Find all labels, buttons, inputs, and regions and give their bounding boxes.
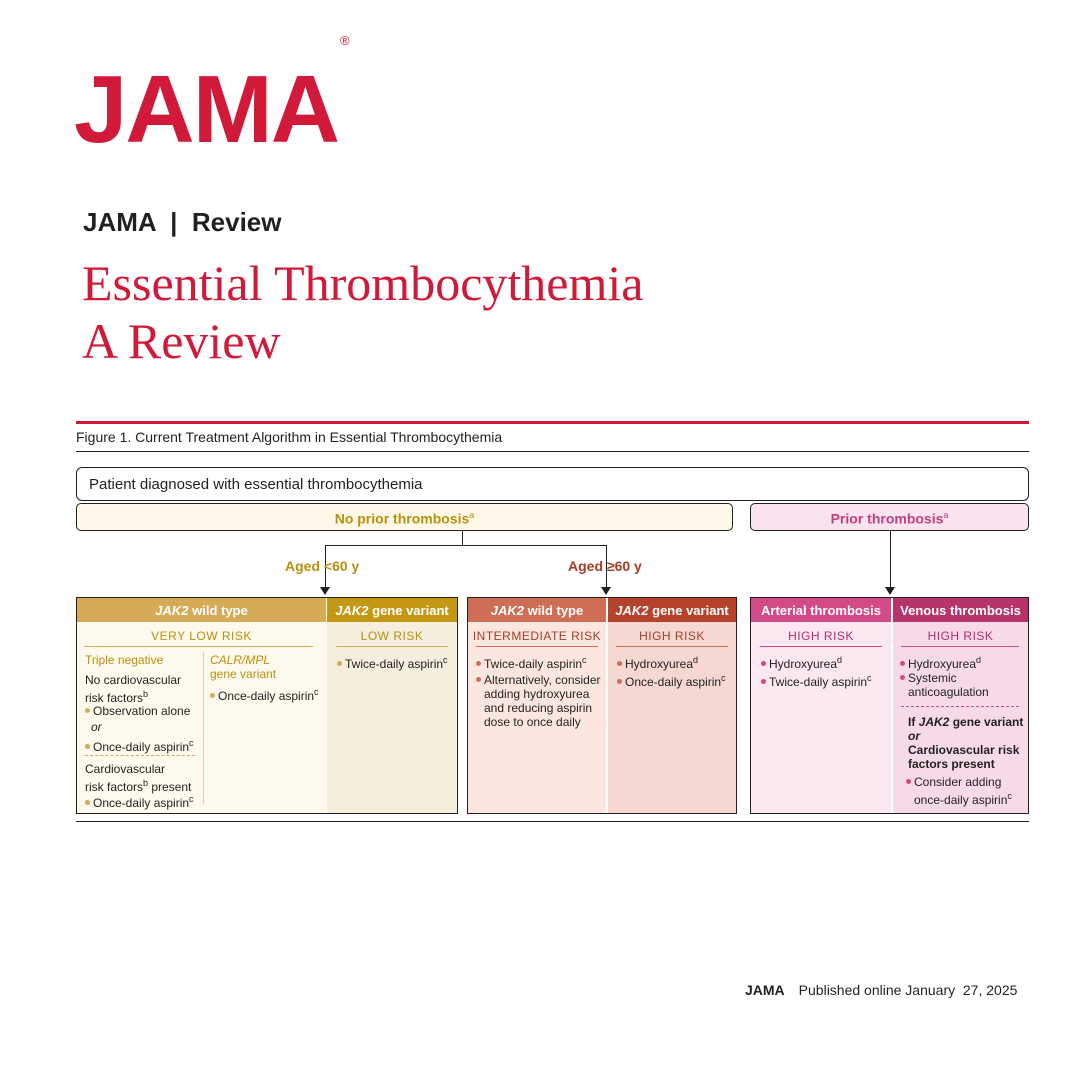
age-60-plus-label: Aged ≥60 y — [568, 558, 642, 574]
anticoagulation-item: Systemic anticoagulation — [900, 671, 989, 699]
once-daily-item: Once-daily aspirin$^c$ — [617, 671, 726, 689]
arrow-down-icon — [320, 587, 330, 595]
hydroxyurea-item: Hydroxyurea$^d$ — [761, 653, 842, 671]
jak2-gene-variant-header: JAK2 gene variant — [327, 598, 457, 622]
no-cv-risk-label: No cardiovascular risk factors$^b$ — [85, 673, 182, 705]
venous-thrombosis-header: Venous thrombosis — [893, 598, 1028, 622]
arterial-risk-label: HIGH RISK — [788, 629, 854, 643]
arterial-panel — [751, 622, 891, 813]
no-prior-thrombosis-box: No prior thrombosis$^a$ — [76, 503, 733, 531]
article-title: Essential Thrombocythemia — [82, 255, 644, 311]
low-risk-panel — [327, 622, 457, 813]
bullet-icon — [761, 679, 766, 684]
arrow-down-icon — [601, 587, 611, 595]
age-under-60-label: Aged <60 y — [285, 558, 360, 574]
hydroxyurea-item: Hydroxyurea$^d$ — [900, 653, 981, 671]
red-divider — [76, 421, 1029, 424]
connector-horizontal — [325, 545, 607, 546]
connector-prior — [890, 531, 891, 589]
calr-once-daily-item: Once-daily aspirin$^c$ — [210, 685, 319, 703]
bullet-icon — [761, 661, 766, 666]
venous-risk-label: HIGH RISK — [927, 629, 994, 643]
triple-negative-label: Triple negative — [85, 653, 164, 667]
bullet-icon — [476, 677, 481, 682]
section-kicker: JAMA | Review — [83, 207, 282, 237]
figure-bottom-rule — [76, 821, 1029, 822]
risk-underline — [901, 646, 1019, 647]
once-daily-item: Once-daily aspirin$^c$ — [85, 792, 194, 810]
high-risk-label: HIGH RISK — [639, 629, 705, 643]
cv-risk-present-label: Cardiovascular risk factors$^b$ present — [85, 762, 192, 794]
article-subtitle: A Review — [82, 313, 281, 369]
caption-divider — [76, 451, 1029, 452]
prior-thrombosis-box: Prior thrombosis$^a$ — [750, 503, 1029, 531]
dashed-divider — [85, 755, 195, 756]
once-daily-item: Once-daily aspirin$^c$ — [85, 736, 194, 754]
high-risk-panel — [608, 622, 736, 813]
condition-label: If JAK2 gene variant or Cardiovascular risk factors present — [908, 715, 1024, 771]
risk-underline — [476, 646, 598, 647]
bullet-icon — [900, 675, 905, 680]
figure-caption: Figure 1. Current Treatment Algorithm in Essential Thrombocythemia — [76, 429, 503, 445]
subcolumn-divider — [203, 652, 204, 804]
bullet-icon — [85, 708, 90, 713]
connector-stem — [462, 531, 463, 545]
twice-daily-item: Twice-daily aspirin$^c$ — [761, 671, 872, 689]
bullet-icon — [210, 693, 215, 698]
patient-box: Patient diagnosed with essential thrombocythemia — [76, 467, 1029, 501]
risk-underline — [616, 646, 728, 647]
arterial-thrombosis-header: Arterial thrombosis — [751, 598, 891, 622]
jak2-wild-type-header: JAK2 wild type — [77, 598, 326, 622]
twice-daily-item: Twice-daily aspirin$^c$ — [476, 653, 587, 671]
alternative-item: Alternatively, consider adding hydroxyurea and reducing aspirin dose to once daily — [476, 673, 601, 729]
arrow-down-icon — [885, 587, 895, 595]
very-low-risk-label: VERY LOW RISK — [151, 629, 252, 643]
bullet-icon — [617, 661, 622, 666]
calr-mpl-label: CALR/MPL gene variant — [210, 653, 277, 681]
footer: JAMA Published online January 27, 2025 — [745, 982, 1018, 998]
risk-underline — [84, 646, 313, 647]
dashed-divider — [901, 706, 1019, 707]
bullet-icon — [617, 679, 622, 684]
jak2-gene-variant-header: JAK2 gene variant — [608, 598, 736, 622]
intermediate-risk-label: INTERMEDIATE RISK — [472, 629, 602, 643]
jama-logo: JAMA® — [74, 33, 348, 163]
risk-underline — [760, 646, 882, 647]
risk-underline — [336, 646, 448, 647]
jak2-wild-type-header: JAK2 wild type — [468, 598, 606, 622]
hydroxyurea-item: Hydroxyurea$^d$ — [617, 653, 698, 671]
observation-item: Observation alone — [85, 704, 190, 718]
low-risk-label: LOW RISK — [360, 629, 424, 643]
or-label: or — [91, 720, 102, 734]
twice-daily-item: Twice-daily aspirin$^c$ — [337, 653, 448, 671]
bullet-icon — [337, 661, 342, 666]
bullet-icon — [85, 744, 90, 749]
bullet-icon — [906, 779, 911, 784]
bullet-icon — [476, 661, 481, 666]
consider-aspirin-item: Consider adding once-daily aspirin$^c$ — [906, 775, 1012, 807]
bullet-icon — [85, 800, 90, 805]
bullet-icon — [900, 661, 905, 666]
